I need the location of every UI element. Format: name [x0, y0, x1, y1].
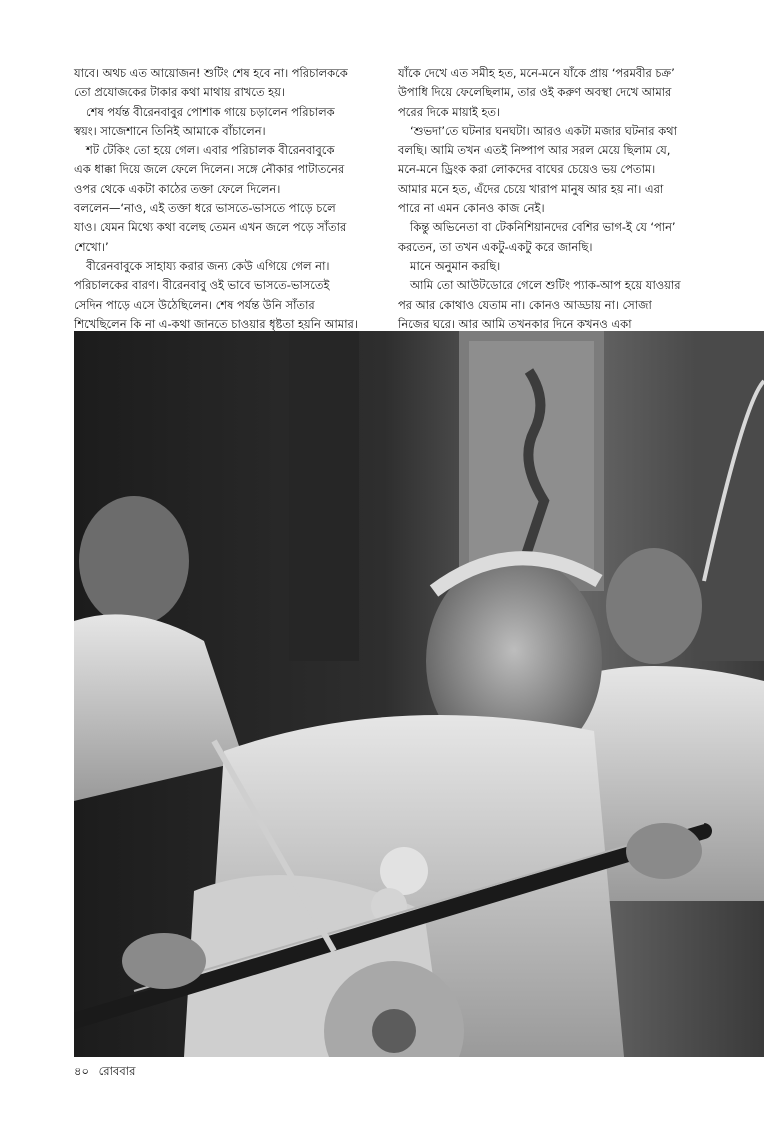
article-right-column	[398, 64, 710, 334]
text-line: শেষ পর্যন্ত বীরেনবাবুর পোশাক গায়ে চড়ালেন পরিচালক	[86, 104, 335, 119]
text-line: যাবে। অথচ এত আয়োজন! শুটিং শেষ হবে না। পরিচালককে	[74, 66, 348, 80]
text-line: তো প্রযোজকের টাকার কথা মাথায় রাখতে হয়।	[74, 85, 285, 100]
text-line: বলছি। আমি তখন এতই নিষ্পাপ আর সরল মেয়ে ছিলাম যে,	[398, 143, 671, 158]
text-line: নিজের ঘরে। আর আমি তখনকার দিনে কখনও একা	[398, 316, 632, 331]
text-line: ‘শুভদা’তে ঘটনার ঘনঘটা। আরও একটা মজার ঘটনার কথা	[410, 123, 677, 138]
text-line: সেদিন পাড়ে এসে উঠেছিলেন। শেষ পর্যন্ত উনি সাঁতার	[74, 297, 315, 312]
article-left-column	[74, 64, 359, 334]
text-line: ওপর থেকে একটা কাঠের তক্তা ফেলে দিলেন।	[74, 181, 281, 196]
text-line: কিন্তু অভিনেতা বা টেকনিশিয়ানদের বেশির ভাগ-ই যে ‘পান’	[410, 220, 676, 235]
film-still-photo	[74, 331, 764, 1057]
text-line: পরিচালকের বারণ। বীরেনবাবু ওই ভাবে ভাসতে-ভাসতেই	[74, 278, 330, 293]
text-line: আমার মনে হত, এঁদের চেয়ে খারাপ মানুষ আর হয় না। এরা	[398, 181, 664, 196]
text-line: স্বয়ং। সাজেশানে তিনিই আমাকে বাঁচালেন।	[74, 123, 266, 138]
page-footer	[74, 1063, 141, 1082]
text-line: এক ধাক্কা দিয়ে জলে ফেলে দিলেন। সঙ্গে নৌকার পাটাতনের	[74, 162, 345, 177]
text-line: পারে না এমন কোনও কাজ নেই।	[398, 201, 545, 216]
text-line: উপাধি দিয়ে ফেলেছিলাম, তার ওই করুণ অবস্থা দেখে আমার	[398, 85, 672, 100]
text-line: শেখো।’	[74, 239, 109, 254]
text-line: যাও। যেমন মিথ্যে কথা বলেছ তেমন এখন জলে পড়ে সাঁতার	[74, 220, 347, 235]
text-line: পর আর কোথাও যেতাম না। কোনও আড্ডায় না। সোজা	[398, 297, 652, 312]
page-number: ৪০	[74, 1064, 89, 1078]
text-line: করতেন, তা তখন একটু-একটু করে জানছি।	[398, 239, 593, 254]
text-line: যাঁকে দেখে এত সমীহ হত, মনে-মনে যাঁকে প্রায় ‘পরমবীর চক্র’	[398, 66, 675, 80]
magazine-name: রোববার	[98, 1064, 136, 1078]
text-line: বীরেনবাবুকে সাহায্য করার জন্য কেউ এগিয়ে গেল না।	[86, 258, 330, 273]
text-line: আমি তো আউটডোরে গেলে শুটিং প্যাক-আপ হয়ে যাওয়ার	[410, 278, 681, 293]
text-line: বললেন—‘নাও, এই তক্তা ধরে ভাসতে-ভাসতে পাড়ে চলে	[74, 201, 336, 216]
text-line: শট টেকিং তো হয়ে গেল। এবার পরিচালক বীরেনবাবুকে	[86, 143, 335, 158]
text-line: পরের দিকে মায়াই হত।	[398, 104, 501, 119]
text-line: শিখেছিলেন কি না এ-কথা জানতে চাওয়ার ধৃষ্টতা হয়নি আমার।	[74, 316, 358, 331]
text-line: মনে-মনে ড্রিংক করা লোকদের বাঘের চেয়েও ভয় পেতাম।	[398, 162, 656, 177]
text-line: মানে অনুমান করছি।	[410, 258, 501, 273]
